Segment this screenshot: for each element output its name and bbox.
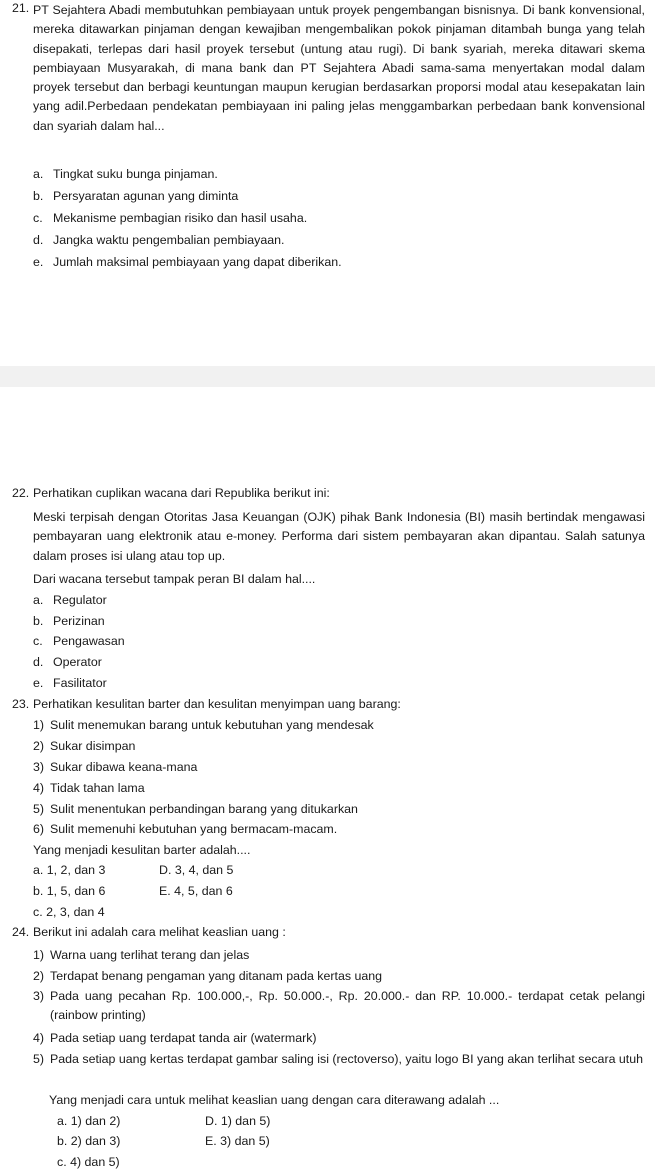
option-e[interactable]: e. Fasilitator xyxy=(33,676,107,690)
option-c[interactable]: c. Mekanisme pembagian risiko dan hasil usaha. xyxy=(33,211,308,225)
option-e[interactable]: e. Jumlah maksimal pembiayaan yang dapat diberikan. xyxy=(33,255,342,269)
list-item: 3) Pada uang pecahan Rp. 100.000,-, Rp. 50.000.-, Rp. 20.000.- dan RP. 10.000.- terdapat cetak pelangi (rainbow printing) xyxy=(33,989,645,1023)
option-a[interactable]: a. 1) dan 2) xyxy=(57,1114,121,1128)
option-c[interactable]: c. 4) dan 5) xyxy=(57,1155,120,1169)
list-item: 1) Warna uang terlihat terang dan jelas xyxy=(33,948,250,962)
option-c[interactable]: c. 2, 3, dan 4 xyxy=(33,905,105,919)
list-item: 1) Sulit menemukan barang untuk kebutuhan yang mendesak xyxy=(33,718,374,732)
option-c[interactable]: c. Pengawasan xyxy=(33,634,125,648)
option-d[interactable]: D. 3, 4, dan 5 xyxy=(159,863,234,877)
option-b[interactable]: b. Persyaratan agunan yang diminta xyxy=(33,189,239,203)
passage: Meski terpisah dengan Otoritas Jasa Keuangan (OJK) pihak Bank Indonesia (BI) masih bertindak mengawasi pembayaran uang elektronik atau e-money. Performa dari sistem pembayaran akan dipantau. Salah satunya dalam proses isi ulang atau top up. xyxy=(33,510,645,563)
list-item: 2) Sukar disimpan xyxy=(33,739,136,753)
question-text: Dari wacana tersebut tampak peran BI dalam hal.... xyxy=(33,572,316,586)
list-item: 5) Pada setiap uang kertas terdapat gambar saling isi (rectoverso), yaitu logo BI yang akan terlihat secara utuh xyxy=(33,1052,644,1066)
question-intro: Perhatikan kesulitan barter dan kesulitan menyimpan uang barang: xyxy=(33,697,401,711)
question-number: 22. xyxy=(12,486,30,500)
option-b[interactable]: b. 2) dan 3) xyxy=(57,1134,121,1148)
page-break-divider xyxy=(0,366,655,387)
option-d[interactable]: D. 1) dan 5) xyxy=(205,1114,271,1128)
option-e[interactable]: E. 4, 5, dan 6 xyxy=(159,884,233,898)
option-d[interactable]: d. Jangka waktu pengembalian pembiayaan. xyxy=(33,233,285,247)
option-b[interactable]: b. Perizinan xyxy=(33,614,105,628)
list-item: 5) Sulit menentukan perbandingan barang yang ditukarkan xyxy=(33,802,358,816)
question-number: 21. xyxy=(12,1,30,15)
question-intro: Perhatikan cuplikan wacana dari Republika berikut ini: xyxy=(33,486,330,500)
option-e[interactable]: E. 3) dan 5) xyxy=(205,1134,270,1148)
question-stem: PT Sejahtera Abadi membutuhkan pembiayaan untuk proyek pengembangan bisnisnya. Di bank konvensional, mereka ditawarkan pinjaman dengan kewajiban mengembalikan pokok pinjaman ditambah bunga yang telah disepakati, terlepas dari hasil proyek tersebut (untung atau rugi). Di bank syariah, mereka ditawari skema pembiayaan Musyarakah, di mana bank dan PT Sejahtera Abadi sama-sama menyertakan modal dalam proyek tersebut dan berbagi keuntungan maupun kerugian berdasarkan proporsi modal atau kesepakatan lain yang adil.Perbedaan pendekatan pembiayaan ini paling jelas menggambarkan perbedaan bank konvensional dan syariah dalam hal... xyxy=(33,3,645,133)
option-a[interactable]: a. Regulator xyxy=(33,593,107,607)
list-item: 4) Tidak tahan lama xyxy=(33,781,145,795)
question-number: 24. xyxy=(12,925,30,939)
option-d[interactable]: d. Operator xyxy=(33,655,102,669)
question-text: Yang menjadi cara untuk melihat keaslian uang dengan cara diterawang adalah ... xyxy=(49,1093,500,1107)
question-intro: Berikut ini adalah cara melihat keaslian uang : xyxy=(33,925,286,939)
question-number: 23. xyxy=(12,697,30,711)
option-a[interactable]: a. 1, 2, dan 3 xyxy=(33,863,106,877)
option-a[interactable]: a. Tingkat suku bunga pinjaman. xyxy=(33,167,218,181)
list-item: 2) Terdapat benang pengaman yang ditanam pada kertas uang xyxy=(33,969,383,983)
list-item: 4) Pada setiap uang terdapat tanda air (watermark) xyxy=(33,1031,317,1045)
list-item: 6) Sulit memenuhi kebutuhan yang bermacam-macam. xyxy=(33,822,338,836)
question-text: Yang menjadi kesulitan barter adalah.... xyxy=(33,843,251,857)
option-b[interactable]: b. 1, 5, dan 6 xyxy=(33,884,106,898)
list-item: 3) Sukar dibawa keana-mana xyxy=(33,760,198,774)
